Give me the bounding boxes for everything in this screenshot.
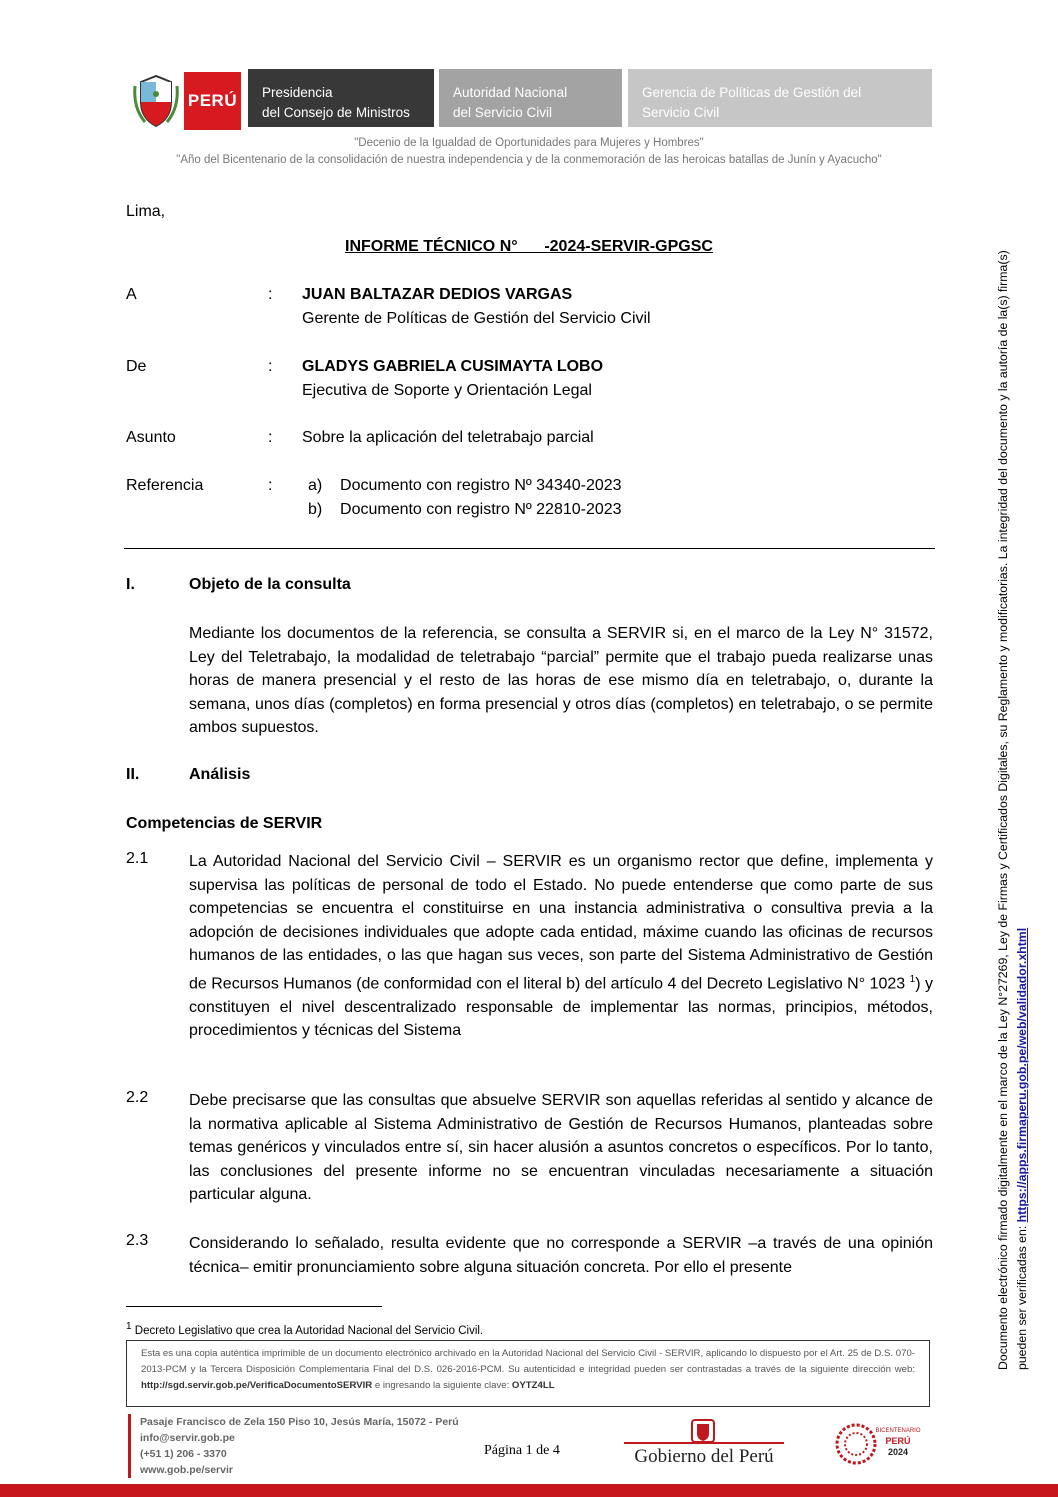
year-motto: "Año del Bicentenario de la consolidación de nuestra independencia y de la conmemoración de las heroicas batallas de Junín y Ayacucho" bbox=[176, 154, 882, 166]
header-divider bbox=[124, 548, 935, 549]
decenio-motto: "Decenio de la Igualdad de Oportunidades para Mujeres y Hombres" bbox=[354, 137, 704, 149]
verification-box bbox=[126, 1340, 930, 1407]
header-box-gerencia-line2: Servicio Civil bbox=[642, 105, 720, 120]
section-1-number: I. bbox=[126, 576, 135, 593]
to-role: Gerente de Políticas de Gestión del Servicio Civil bbox=[302, 310, 651, 327]
peru-coat-of-arms-icon bbox=[131, 72, 181, 130]
paragraph-2-1-text-a: La Autoridad Nacional del Servicio Civil – SERVIR es un organismo rector que define, implementa y supervisa las políticas de personal de todo el Estado. No puede entenderse que como parte de sus competencias se encuentra el constituirse en una instancia administrativa o consultiva previa a la adopción de decisiones individuales que adopte cada entidad, máxime cuando las oficinas de recursos humanos de las entidades, o las que hagan sus veces, son parte del Sistema Administrativo de Gestión de Recursos Humanos (de conformidad con el literal b) del artículo 4 del Decreto Legislativo N° 1023 bbox=[189, 853, 933, 993]
gobierno-del-peru-text: Gobierno del Perú bbox=[634, 1446, 774, 1467]
footer-address: Pasaje Francisco de Zela 150 Piso 10, Jesús María, 15072 - Perú bbox=[140, 1416, 459, 1428]
subject-text: Sobre la aplicación del teletrabajo parcial bbox=[302, 429, 594, 446]
from-label: De bbox=[126, 358, 147, 375]
digital-signature-note bbox=[994, 210, 1032, 1370]
paragraph-2-1 bbox=[189, 850, 933, 1043]
footnote-divider bbox=[126, 1306, 382, 1307]
verification-url[interactable]: http://sgd.servir.gob.pe/VerificaDocumentoSERVIR bbox=[141, 1380, 373, 1391]
from-name: GLADYS GABRIELA CUSIMAYTA LOBO bbox=[302, 358, 604, 375]
paragraph-2-1-text-b: ) y constituyen el nivel descentralizado responsable de implementar las normas, principios, métodos, procedimientos y técnicas del Sistema bbox=[189, 975, 933, 1040]
footer-email[interactable]: info@servir.gob.pe bbox=[140, 1432, 235, 1444]
footer-phone: (+51 1) 206 - 3370 bbox=[140, 1448, 227, 1460]
peru-logo: PERÚ bbox=[184, 72, 241, 130]
signature-note-line1: Documento electrónico firmado digitalmente en el marco de la Ley N°27269, Ley de Firmas y Certificados Digitales, su Reglamento y modificatorias. La integridad del documento y la autoría de la(s) firma(s) bbox=[996, 250, 1010, 1370]
verification-key: OYTZ4LL bbox=[511, 1380, 555, 1391]
paragraph-2-3: Considerando lo señalado, resulta evidente que no corresponde a SERVIR –a través de una opinión técnica– emitir pronunciamiento sobre alguna situación concreta. Por ello el presente bbox=[189, 1235, 933, 1276]
validator-link[interactable]: https://apps.firmaperu.gob.pe/web/validador.xhtml bbox=[1015, 927, 1029, 1223]
footer-red-band bbox=[0, 1484, 1058, 1497]
section-1-title: Objeto de la consulta bbox=[189, 576, 351, 593]
reference-item-a: a) Documento con registro Nº 34340-2023 bbox=[308, 477, 622, 494]
paragraph-2-2: Debe precisarse que las consultas que absuelve SERVIR son aquellas referidas al sentido y alcance de la normativa aplicable al Sistema Administrativo de Gestión de Recursos Humanos, planteadas sobre temas genéricos y vinculados entre sí, sin hacer alusión a asuntos concretos o específicos. Por lo tanto, las conclusiones del presente informe no se encuentran vinculadas necesariamente a situación particular alguna. bbox=[189, 1092, 933, 1204]
header-box-gerencia-line1: Gerencia de Políticas de Gestión del bbox=[642, 85, 862, 100]
section-1-paragraph: Mediante los documentos de la referencia, se consulta a SERVIR si, en el marco de la Ley N° 31572, Ley del Teletrabajo, la modalidad de teletrabajo “parcial” permite que el trabajo pueda realizarse unas horas de manera presencial y el resto de las horas de ese mismo día en teletrabajo, o, durante la semana, unos días (completos) en forma presencial y otros días (completos) en teletrabajo, o se permite ambos supuestos. bbox=[189, 625, 933, 737]
section-2-number: II. bbox=[126, 766, 140, 783]
header-box-servir bbox=[439, 69, 622, 127]
footnote-ref-1[interactable]: 1 bbox=[909, 973, 916, 985]
footnote-1 bbox=[126, 1321, 483, 1337]
footnote-1-text: Decreto Legislativo que crea la Autoridad Nacional del Servicio Civil. bbox=[131, 1324, 484, 1337]
reference-label: Referencia bbox=[126, 477, 204, 494]
section-2-title: Análisis bbox=[189, 766, 251, 783]
header-box-pcm-line1: Presidencia bbox=[262, 85, 333, 100]
place: Lima, bbox=[126, 203, 166, 220]
bicentenario-logo bbox=[834, 1418, 922, 1470]
header-box-pcm bbox=[248, 69, 434, 127]
signature-note-line2 bbox=[1013, 210, 1032, 1370]
to-colon: : bbox=[268, 286, 273, 303]
footer-accent-bar bbox=[128, 1414, 131, 1478]
verification-text-b: e ingresando la siguiente clave: bbox=[372, 1380, 512, 1391]
gobierno-del-peru-logo bbox=[604, 1418, 804, 1470]
page-number: Página 1 de 4 bbox=[484, 1443, 560, 1458]
paragraph-2-1-number: 2.1 bbox=[126, 850, 149, 867]
paragraph-2-2-number: 2.2 bbox=[126, 1089, 149, 1106]
signature-note-line2-text: pueden ser verificadas en: bbox=[1015, 1222, 1029, 1370]
report-title: INFORME TÉCNICO N° -2024-SERVIR-GPGSC bbox=[345, 238, 713, 255]
footer-contact bbox=[140, 1414, 459, 1478]
footnote-1-number: 1 bbox=[126, 1321, 132, 1332]
to-label: A bbox=[126, 286, 137, 303]
from-colon: : bbox=[268, 358, 273, 375]
header-box-servir-line2: del Servicio Civil bbox=[453, 105, 553, 120]
bicentenario-text: BICENTENARIO bbox=[875, 1428, 921, 1434]
bicentenario-peru: PERÚ bbox=[885, 1436, 911, 1446]
subsection-title: Competencias de SERVIR bbox=[126, 815, 323, 832]
to-name: JUAN BALTAZAR DEDIOS VARGAS bbox=[302, 286, 573, 303]
verification-text-a: Esta es una copia auténtica imprimible de un documento electrónico archivado en la Autoridad Nacional del Servicio Civil - SERVIR, aplicando lo dispuesto por el Art. 25 de D.S. 070-2013-PCM y la Tercera Disposición Complementaria Final del D.S. 026-2016-PCM. Su autenticidad e integridad pueden ser contrastadas a través de la siguiente dirección web: bbox=[141, 1348, 915, 1375]
from-role: Ejecutiva de Soporte y Orientación Legal bbox=[302, 382, 592, 399]
reference-colon: : bbox=[268, 477, 273, 494]
header-box-gerencia bbox=[628, 69, 932, 127]
footer-web[interactable]: www.gob.pe/servir bbox=[140, 1464, 233, 1476]
paragraph-2-3-number: 2.3 bbox=[126, 1232, 149, 1249]
subject-label: Asunto bbox=[126, 429, 176, 446]
header-box-pcm-line2: del Consejo de Ministros bbox=[262, 105, 410, 120]
reference-item-b: b) Documento con registro Nº 22810-2023 bbox=[308, 501, 622, 518]
header-box-servir-line1: Autoridad Nacional bbox=[453, 85, 568, 100]
bicentenario-year: 2024 bbox=[887, 1447, 909, 1457]
subject-colon: : bbox=[268, 429, 273, 446]
